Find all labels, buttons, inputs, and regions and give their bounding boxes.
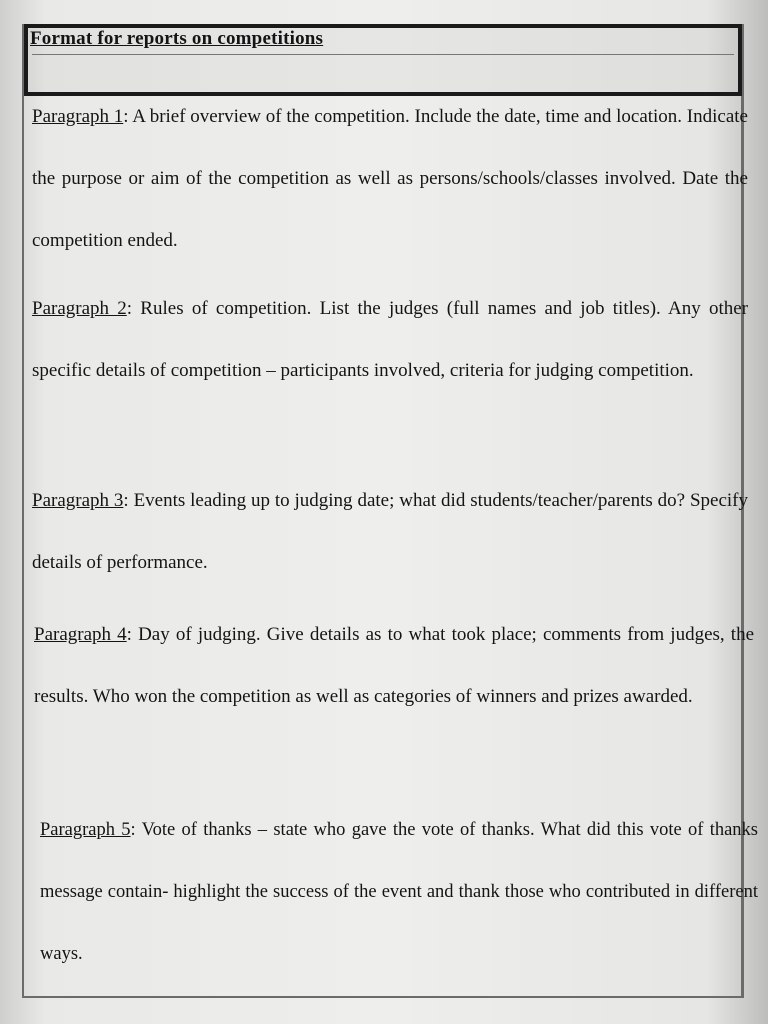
- paragraph-4-label: Paragraph 4: [34, 624, 127, 645]
- paragraph-3-text: : Events leading up to judging date; what did students/teacher/parents do? Specify details of performance.: [32, 490, 748, 573]
- paragraph-1-label: Paragraph 1: [32, 106, 124, 127]
- paragraph-4-text: : Day of judging. Give details as to what took place; comments from judges, the results. Who won the competition as well as categories of winners and prizes awarded.: [34, 624, 754, 707]
- paragraph-5: [40, 799, 758, 985]
- paragraph-2: [32, 278, 748, 402]
- paragraph-1: [32, 86, 748, 272]
- paragraph-1-text: : A brief overview of the competition. Include the date, time and location. Indicate the purpose or aim of the competition as well as persons/schools/classes involved. Date the competition ended.: [32, 106, 748, 251]
- paragraph-2-text: : Rules of competition. List the judges (full names and job titles). Any other specific details of competition – participants involved, criteria for judging competition.: [32, 298, 748, 381]
- paragraph-3: [32, 470, 748, 594]
- document-title: Format for reports on competitions: [30, 28, 324, 49]
- paragraph-4: [34, 604, 754, 728]
- paragraph-5-label: Paragraph 5: [40, 820, 131, 840]
- paragraph-2-label: Paragraph 2: [32, 298, 127, 319]
- paragraph-3-label: Paragraph 3: [32, 490, 124, 511]
- paragraph-5-text: : Vote of thanks – state who gave the vote of thanks. What did this vote of thanks message contain- highlight the success of the event and thank those who contributed in different ways.: [40, 820, 758, 964]
